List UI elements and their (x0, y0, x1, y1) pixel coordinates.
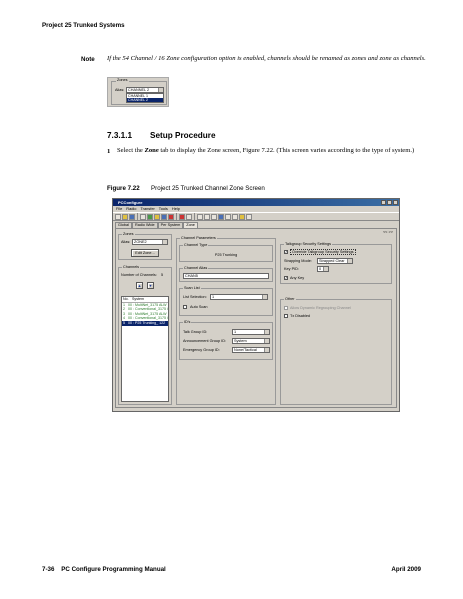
allow-dynamic-regrouping-label: Allow Dynamic Regrouping Channel (290, 306, 351, 310)
arrow-up-icon: ▲ (137, 284, 142, 288)
section-number: 7.3.1.1 (107, 131, 133, 140)
channel-alias-input[interactable]: CHAN5 (183, 273, 269, 279)
tx-disabled-checkbox[interactable] (284, 314, 288, 318)
tool-icon[interactable] (239, 214, 245, 220)
app-window (112, 198, 400, 412)
tab-per-system[interactable]: Per System (158, 222, 184, 228)
chevron-down-icon[interactable] (347, 259, 352, 263)
channel-type-value: P25 Trunking (214, 253, 238, 257)
ids-group (179, 322, 273, 360)
zone-alias-label: Alias: (121, 240, 131, 244)
menu-tools[interactable]: Tools (158, 206, 168, 211)
program-icon[interactable] (161, 214, 167, 220)
channel-no: 5 (123, 320, 125, 325)
tx-disabled-label: Tx Disabled (290, 314, 311, 318)
window-controls (381, 200, 398, 205)
list-selection-value: 1 (212, 295, 215, 299)
step-text-suffix: tab to display the Zone screen, Figure 7.22. (This screen varies according to the type of system.) (158, 147, 415, 154)
zones-inset-selected: CHANNEL 2 (128, 88, 150, 92)
chevron-down-icon[interactable] (264, 348, 269, 352)
step-text (117, 147, 427, 156)
channel-list[interactable] (121, 296, 169, 402)
read-radio-icon[interactable] (140, 214, 146, 220)
auto-scan-label: Auto Scan (190, 305, 208, 309)
zones-inset-group (111, 78, 167, 105)
channel-no: 1 (123, 302, 125, 307)
app-titlebar (113, 199, 399, 206)
chevron-down-icon[interactable] (262, 295, 267, 299)
talk-group-label: Talk Group ID: (183, 330, 208, 334)
announcement-group-value: System (234, 339, 247, 343)
move-up-button[interactable] (136, 282, 143, 289)
note-text: If the 54 Channel / 16 Zone configuration option is enabled, channels should be renamed as zones and zone as channels. (107, 55, 426, 62)
key-pid-label: Key PID: (284, 267, 299, 271)
emergency-group-value: None/Tactical (234, 348, 257, 352)
auto-scan-checkbox[interactable] (183, 305, 187, 309)
radio-icon[interactable] (179, 214, 185, 220)
tab-radio-wide[interactable]: Radio Wide (132, 222, 158, 228)
announcement-group-dropdown[interactable] (232, 338, 270, 344)
tool-icon[interactable] (197, 214, 203, 220)
channels-group-title: Channels (123, 265, 140, 269)
tool-icon[interactable] (232, 214, 238, 220)
channel-no: 2 (123, 307, 125, 312)
channel-parameters-group (176, 238, 276, 405)
channel-system: 00 : MultiNet_3175 ALW (128, 302, 167, 307)
tool-icon[interactable] (225, 214, 231, 220)
announcement-group-label: Announcement Group ID: (183, 339, 227, 343)
figure-label: Figure 7.22 (107, 185, 140, 192)
channel-type-title: Channel Type (184, 243, 208, 247)
spinner-icon[interactable] (323, 267, 328, 271)
zones-inset-option[interactable]: CHANNEL 2 (127, 98, 163, 102)
chevron-down-icon[interactable] (158, 88, 163, 92)
app-title: PCConfigure (118, 200, 143, 205)
other-group (280, 299, 392, 405)
step-text-prefix: Select the (117, 147, 145, 154)
write-radio-icon[interactable] (147, 214, 153, 220)
clone-icon[interactable] (154, 214, 160, 220)
tool-icon[interactable] (204, 214, 210, 220)
figure-title: Project 25 Trunked Channel Zone Screen (151, 185, 265, 192)
note-label: Note (81, 56, 95, 63)
tab-zone[interactable]: Zone (183, 222, 198, 228)
zones-group (118, 234, 172, 260)
channel-no: 3 (123, 311, 125, 316)
chevron-down-icon[interactable] (264, 330, 269, 334)
talkgroup-security-title: Talkgroup Security Settings (285, 242, 332, 246)
footer-left: 7-36 PC Configure Programming Manual (42, 566, 166, 573)
channel-alias-group (179, 268, 273, 282)
info-icon[interactable] (186, 214, 192, 220)
menu-help[interactable]: Help (171, 206, 180, 211)
channel-parameters-title: Channel Parameters (181, 236, 216, 240)
step-number: 1 (107, 148, 111, 155)
toolbar-separator (137, 213, 138, 220)
toolbar (113, 212, 399, 221)
save-icon[interactable] (129, 214, 135, 220)
other-title: Other (285, 297, 295, 301)
channel-row-selected[interactable] (122, 321, 168, 326)
stop-icon[interactable] (168, 214, 174, 220)
emergency-group-dropdown[interactable] (232, 347, 270, 353)
talkgroup-security-group (280, 244, 392, 284)
channel-count-value: 5 (161, 273, 164, 277)
zones-inset-screenshot (107, 77, 169, 107)
zones-inset-options (126, 93, 164, 103)
zones-inset-alias-label: Alias: (115, 88, 125, 92)
list-selection-label: List Selection: (183, 295, 207, 299)
zones-group-title: Zones (123, 232, 134, 236)
menu-transfer[interactable]: Transfer (140, 206, 155, 211)
talk-group-value: 1 (234, 330, 237, 334)
channel-system: 00 : Conventional_3175 i (128, 316, 168, 321)
key-pid-value: 0 (319, 267, 322, 271)
menu-file[interactable]: File (116, 206, 123, 211)
zones-inset-option[interactable]: CHANNEL 1 (128, 94, 149, 98)
col-no: No. (123, 297, 129, 301)
zones-inset-title: Zones (117, 78, 128, 82)
zone-tab-panel (115, 228, 397, 408)
menu-radio[interactable]: Radio (126, 206, 137, 211)
emergency-group-label: Emergency Group ID: (183, 348, 220, 352)
toolbar-separator (176, 213, 177, 220)
page-header: Project 25 Trunked Systems (42, 22, 125, 29)
channel-type-group (179, 245, 273, 262)
help-icon[interactable] (246, 214, 252, 220)
open-icon[interactable] (122, 214, 128, 220)
allow-dynamic-regrouping-checkbox[interactable] (284, 306, 288, 310)
talk-group-dropdown[interactable] (232, 329, 270, 335)
footer-right: April 2009 (391, 566, 421, 573)
any-key-checkbox[interactable]: ✓ (285, 276, 288, 280)
close-icon[interactable] (393, 200, 398, 205)
override-label: Override Talkgroup Security Settings (292, 250, 354, 254)
ids-title: ID's (184, 320, 191, 324)
tool-icon[interactable] (218, 214, 224, 220)
channel-no: 4 (123, 316, 125, 321)
chevron-down-icon[interactable] (264, 339, 269, 343)
key-pid-stepper[interactable] (317, 266, 329, 272)
strapping-mode-value: Strapped Clear (319, 259, 345, 263)
maximize-icon[interactable] (387, 200, 392, 205)
zone-alias-dropdown[interactable] (132, 239, 168, 245)
channel-system: 00 : Conventional_3175 i (128, 307, 168, 312)
scan-list-title: Scan List (184, 286, 200, 290)
tab-global[interactable]: Global (115, 222, 132, 228)
arrow-down-icon: ▼ (148, 284, 153, 288)
new-icon[interactable] (115, 214, 121, 220)
any-key-label: Any Key (290, 276, 305, 280)
col-system: System (132, 297, 144, 301)
toolbar-separator (194, 213, 195, 220)
scan-list-group (179, 288, 273, 316)
minimize-icon[interactable] (381, 200, 386, 205)
channel-system: 00 : MultiNet_3175 ALW (128, 311, 167, 316)
section-title: Setup Procedure (150, 131, 216, 140)
nav-arrows[interactable]: << >> (383, 230, 393, 234)
tool-icon[interactable] (211, 214, 217, 220)
move-down-button[interactable] (147, 282, 154, 289)
chevron-down-icon[interactable] (162, 240, 167, 244)
channel-system: 00 : P25 Trunking_ 122 (128, 320, 166, 325)
override-checkbox[interactable]: ✓ (285, 250, 288, 254)
zone-alias-value: ZONE2 (134, 240, 147, 244)
strapping-mode-label: Strapping Mode: (284, 259, 312, 263)
list-selection-dropdown[interactable] (210, 294, 268, 300)
edit-zone-button[interactable]: Edit Zone... (131, 249, 159, 257)
strapping-mode-dropdown[interactable] (317, 258, 353, 264)
channels-group (118, 267, 172, 405)
channel-count-label: Number of Channels: (121, 273, 157, 277)
channel-alias-title: Channel Alias (184, 266, 208, 270)
step-text-bold: Zone (144, 147, 159, 154)
